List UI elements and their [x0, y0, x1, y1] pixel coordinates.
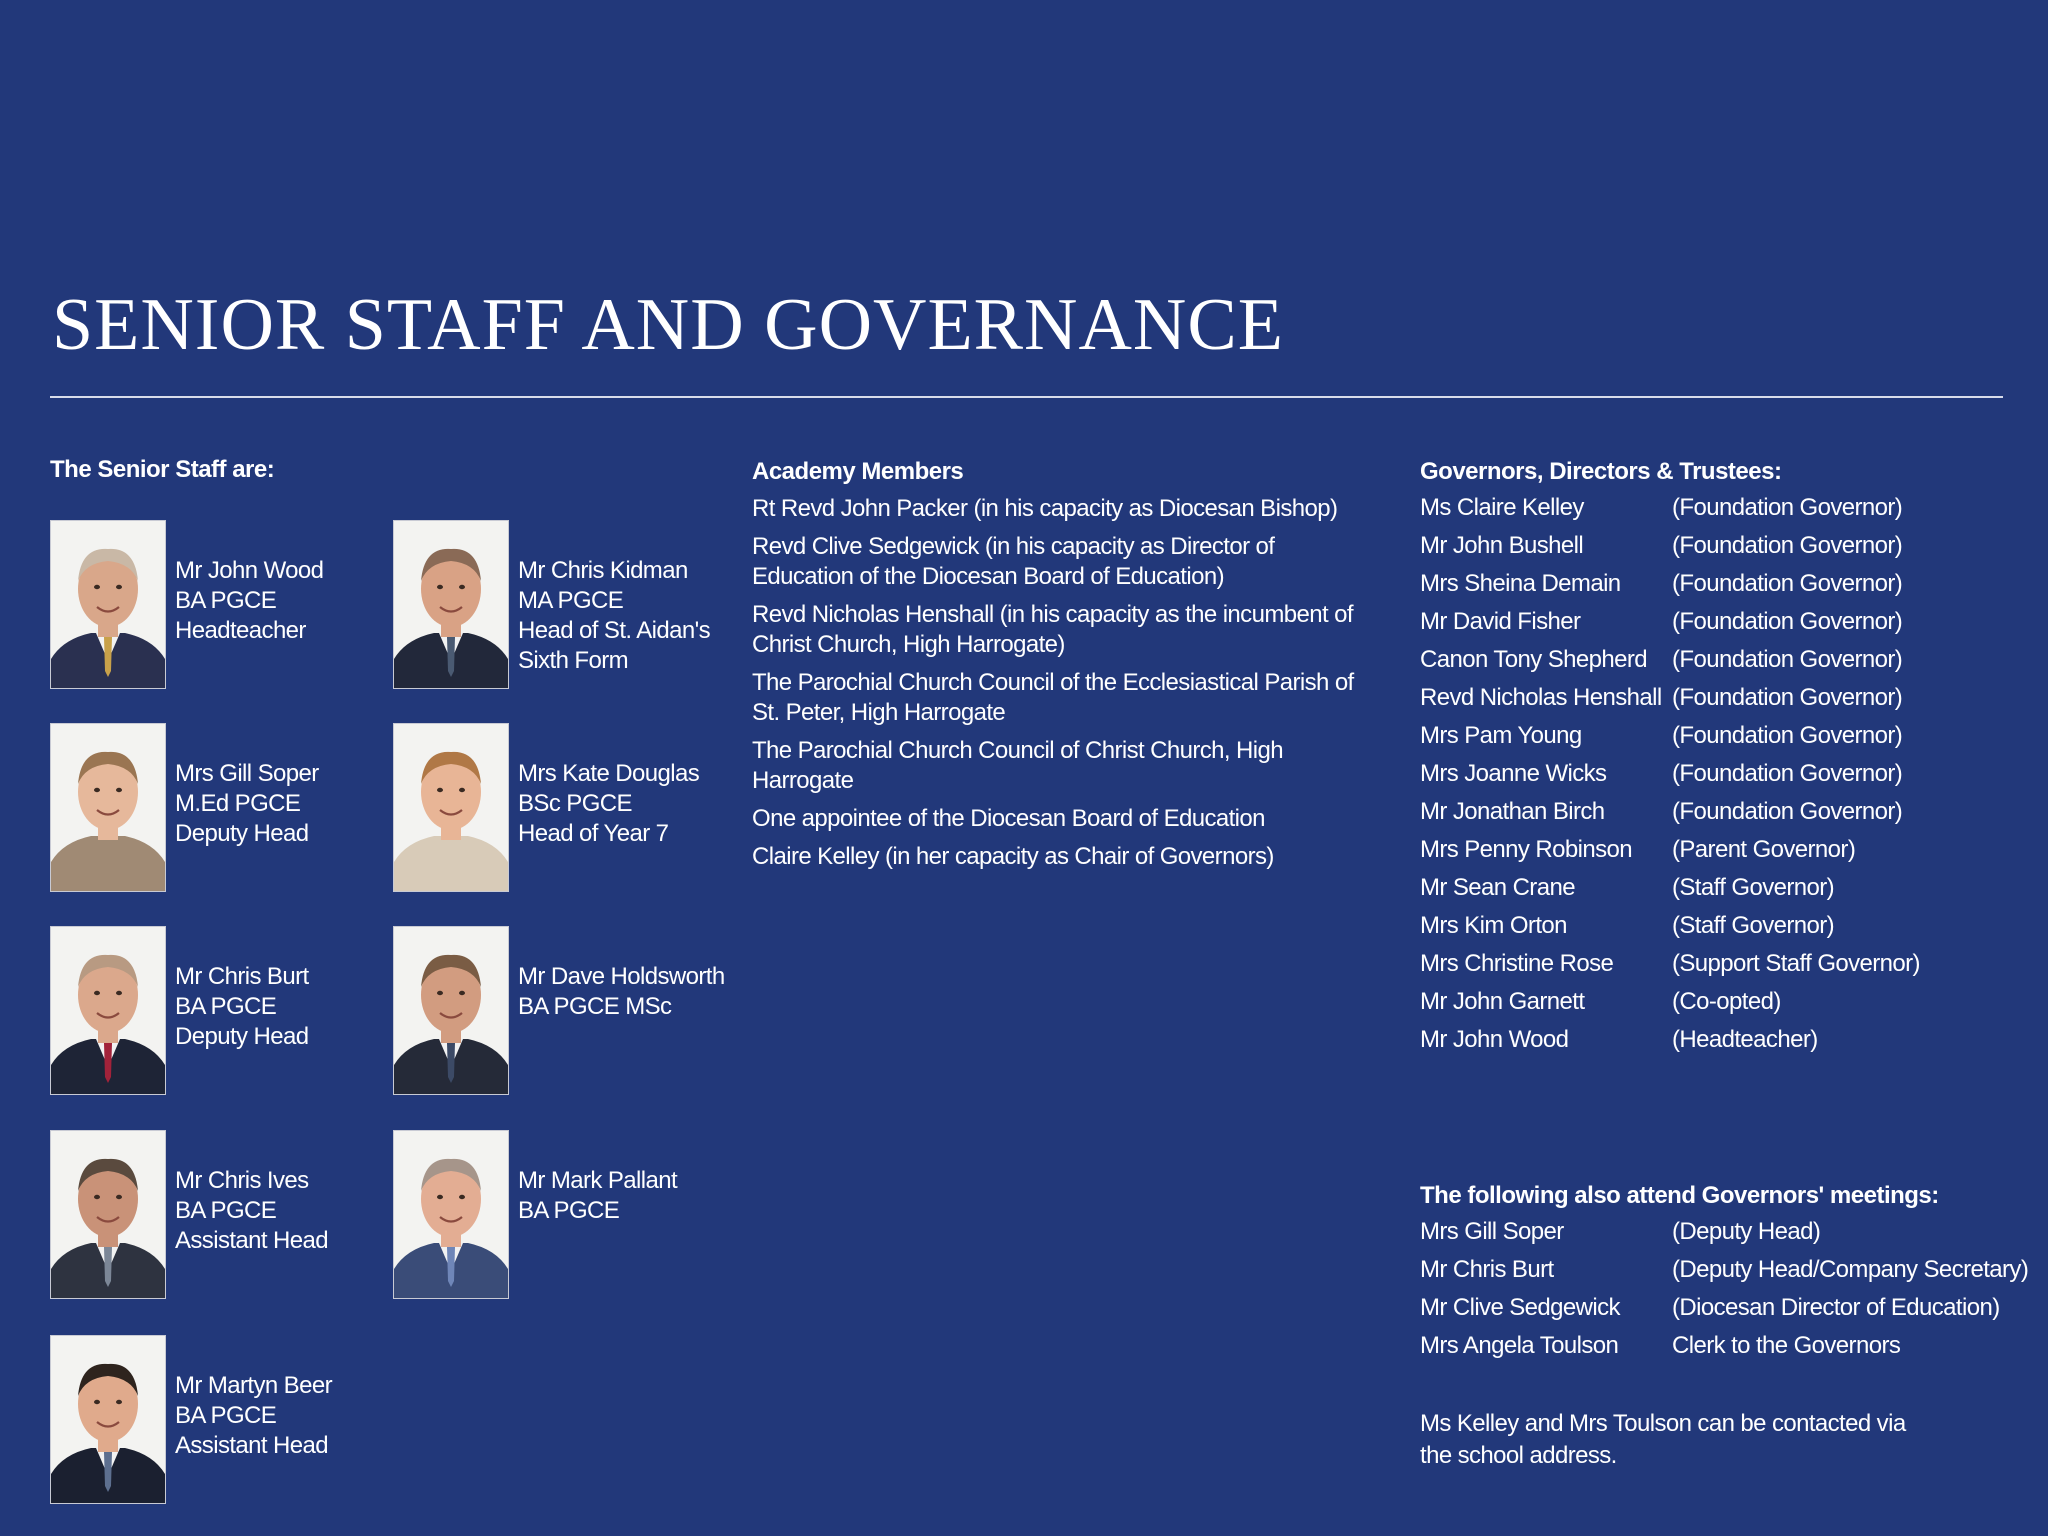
staff-name: Mr John Wood [175, 557, 324, 584]
staff-qualification-line: Assistant Head [175, 1432, 329, 1459]
governor-role: (Foundation Governor) [1672, 760, 1903, 787]
staff-photo [50, 1130, 166, 1299]
attendee-row [1420, 1332, 2040, 1370]
governor-role: (Foundation Governor) [1672, 646, 1903, 673]
governor-row [1420, 608, 2020, 646]
staff-card [50, 723, 380, 893]
staff-qualification-line: BA PGCE [175, 587, 277, 614]
staff-qualification-line: BA PGCE [175, 1402, 277, 1429]
governor-row [1420, 874, 2020, 912]
staff-qualification-line: Deputy Head [175, 1023, 309, 1050]
staff-qualification-line: BSc PGCE [518, 790, 632, 817]
staff-details [518, 962, 725, 1022]
staff-qualification-line: Deputy Head [175, 820, 309, 847]
staff-photo [50, 520, 166, 689]
portrait-image [51, 927, 165, 1094]
staff-name: Mr Dave Holdsworth [518, 963, 725, 990]
staff-details [175, 1371, 332, 1461]
staff-qualification-line: Headteacher [175, 617, 306, 644]
staff-name: Mrs Gill Soper [175, 760, 319, 787]
governor-row [1420, 912, 2020, 950]
governor-name: Mrs Sheina Demain [1420, 570, 1621, 597]
staff-details [175, 759, 319, 849]
governor-name: Mrs Kim Orton [1420, 912, 1567, 939]
attendee-role: Clerk to the Governors [1672, 1332, 1901, 1359]
portrait-image [51, 521, 165, 688]
governor-role: (Foundation Governor) [1672, 494, 1903, 521]
governor-name: Ms Claire Kelley [1420, 494, 1584, 521]
title-divider [50, 396, 2003, 398]
governor-name: Mrs Pam Young [1420, 722, 1582, 749]
staff-photo [393, 926, 509, 1095]
governor-row [1420, 646, 2020, 684]
governor-row [1420, 722, 2020, 760]
academy-member-item: Rt Revd John Packer (in his capacity as Diocesan Bishop) [752, 495, 1338, 522]
attendee-name: Mr Chris Burt [1420, 1256, 1554, 1283]
staff-qualification-line: BA PGCE [175, 993, 277, 1020]
academy-member-item: Revd Clive Sedgewick (in his capacity as Director of Education of the Diocesan Board of Education) [752, 533, 1275, 590]
staff-card [393, 1130, 723, 1300]
staff-name: Mr Chris Ives [175, 1167, 309, 1194]
attendee-name: Mr Clive Sedgewick [1420, 1294, 1620, 1321]
portrait-image [51, 1336, 165, 1503]
staff-details [518, 759, 699, 849]
attendee-role: (Deputy Head) [1672, 1218, 1821, 1245]
attendee-row [1420, 1218, 2040, 1256]
staff-qualification-line: BA PGCE [175, 1197, 277, 1224]
staff-card [393, 723, 723, 893]
portrait-image [51, 1131, 165, 1298]
academy-members-list [752, 494, 1372, 880]
staff-qualification-line: Head of Year 7 [518, 820, 669, 847]
governor-role: (Staff Governor) [1672, 912, 1835, 939]
staff-qualification-line: Sixth Form [518, 647, 629, 674]
governor-name: Canon Tony Shepherd [1420, 646, 1648, 673]
staff-card [50, 926, 380, 1096]
governor-row [1420, 950, 2020, 988]
academy-member-item: Claire Kelley (in her capacity as Chair of Governors) [752, 843, 1274, 870]
page-title: SENIOR STAFF AND GOVERNANCE [52, 284, 1284, 366]
academy-member-item: The Parochial Church Council of Christ Church, High Harrogate [752, 737, 1283, 794]
portrait-image [394, 521, 508, 688]
academy-member-item: The Parochial Church Council of the Ecclesiastical Parish of St. Peter, High Harrogate [752, 669, 1354, 726]
staff-qualification-line: Head of St. Aidan's [518, 617, 710, 644]
governor-row [1420, 988, 2020, 1026]
staff-details [175, 1166, 328, 1256]
staff-card [393, 926, 723, 1096]
staff-details [175, 962, 309, 1052]
governor-name: Mr John Garnett [1420, 988, 1585, 1015]
staff-name: Mr Mark Pallant [518, 1167, 678, 1194]
governor-role: (Support Staff Governor) [1672, 950, 1920, 977]
staff-photo [393, 723, 509, 892]
staff-qualification-line: Assistant Head [175, 1227, 329, 1254]
staff-photo [50, 926, 166, 1095]
governor-name: Mr Sean Crane [1420, 874, 1575, 901]
attendee-row [1420, 1256, 2040, 1294]
staff-photo [50, 723, 166, 892]
governor-role: (Foundation Governor) [1672, 684, 1903, 711]
governor-role: (Foundation Governor) [1672, 722, 1903, 749]
attendee-role: (Deputy Head/Company Secretary) [1672, 1256, 2029, 1283]
governor-row [1420, 836, 2020, 874]
governor-role: (Headteacher) [1672, 1026, 1818, 1053]
governor-row [1420, 684, 2020, 722]
attendee-row [1420, 1294, 2040, 1332]
governor-role: (Foundation Governor) [1672, 532, 1903, 559]
portrait-image [51, 724, 165, 891]
governor-name: Mrs Penny Robinson [1420, 836, 1632, 863]
attendee-name: Mrs Gill Soper [1420, 1218, 1564, 1245]
staff-details [175, 556, 323, 646]
staff-photo [393, 520, 509, 689]
staff-details [518, 556, 710, 676]
academy-member-item: Revd Nicholas Henshall (in his capacity as the incumbent of Christ Church, High Harrogate) [752, 601, 1353, 658]
staff-card [50, 520, 380, 690]
attendee-name: Mrs Angela Toulson [1420, 1332, 1619, 1359]
staff-photo [50, 1335, 166, 1504]
governor-role: (Co-opted) [1672, 988, 1781, 1015]
portrait-image [394, 724, 508, 891]
academy-members-heading: Academy Members [752, 458, 964, 485]
staff-qualification-line: M.Ed PGCE [175, 790, 301, 817]
governor-row [1420, 532, 2020, 570]
staff-name: Mr Martyn Beer [175, 1372, 332, 1399]
governor-name: Mr David Fisher [1420, 608, 1581, 635]
governor-role: (Foundation Governor) [1672, 570, 1903, 597]
staff-name: Mr Chris Kidman [518, 557, 688, 584]
attendee-role: (Diocesan Director of Education) [1672, 1294, 2000, 1321]
staff-details [518, 1166, 677, 1226]
governor-role: (Foundation Governor) [1672, 608, 1903, 635]
governor-role: (Staff Governor) [1672, 874, 1835, 901]
governor-name: Mr John Wood [1420, 1026, 1569, 1053]
governors-heading: Governors, Directors & Trustees: [1420, 458, 1782, 485]
senior-staff-heading: The Senior Staff are: [50, 456, 275, 483]
governor-row [1420, 1026, 2020, 1064]
staff-qualification-line: BA PGCE MSc [518, 993, 672, 1020]
academy-member-item: One appointee of the Diocesan Board of Education [752, 805, 1265, 832]
governor-name: Mr John Bushell [1420, 532, 1584, 559]
staff-photo [393, 1130, 509, 1299]
portrait-image [394, 927, 508, 1094]
governor-row [1420, 494, 2020, 532]
governor-name: Mr Jonathan Birch [1420, 798, 1605, 825]
governor-role: (Parent Governor) [1672, 836, 1856, 863]
staff-qualification-line: BA PGCE [518, 1197, 620, 1224]
governor-name: Mrs Joanne Wicks [1420, 760, 1607, 787]
contact-note: Ms Kelley and Mrs Toulson can be contacted via the school address. [1420, 1410, 1906, 1469]
also-attend-list [1420, 1218, 2040, 1370]
governor-row [1420, 798, 2020, 836]
governor-row [1420, 760, 2020, 798]
governor-role: (Foundation Governor) [1672, 798, 1903, 825]
governor-name: Revd Nicholas Henshall [1420, 684, 1662, 711]
governor-name: Mrs Christine Rose [1420, 950, 1614, 977]
staff-name: Mr Chris Burt [175, 963, 309, 990]
staff-card [393, 520, 723, 690]
also-attend-heading: The following also attend Governors' meetings: [1420, 1182, 1939, 1209]
staff-card [50, 1130, 380, 1300]
portrait-image [394, 1131, 508, 1298]
staff-card [50, 1335, 380, 1505]
governors-list [1420, 494, 2020, 1064]
staff-name: Mrs Kate Douglas [518, 760, 700, 787]
governor-row [1420, 570, 2020, 608]
staff-qualification-line: MA PGCE [518, 587, 624, 614]
